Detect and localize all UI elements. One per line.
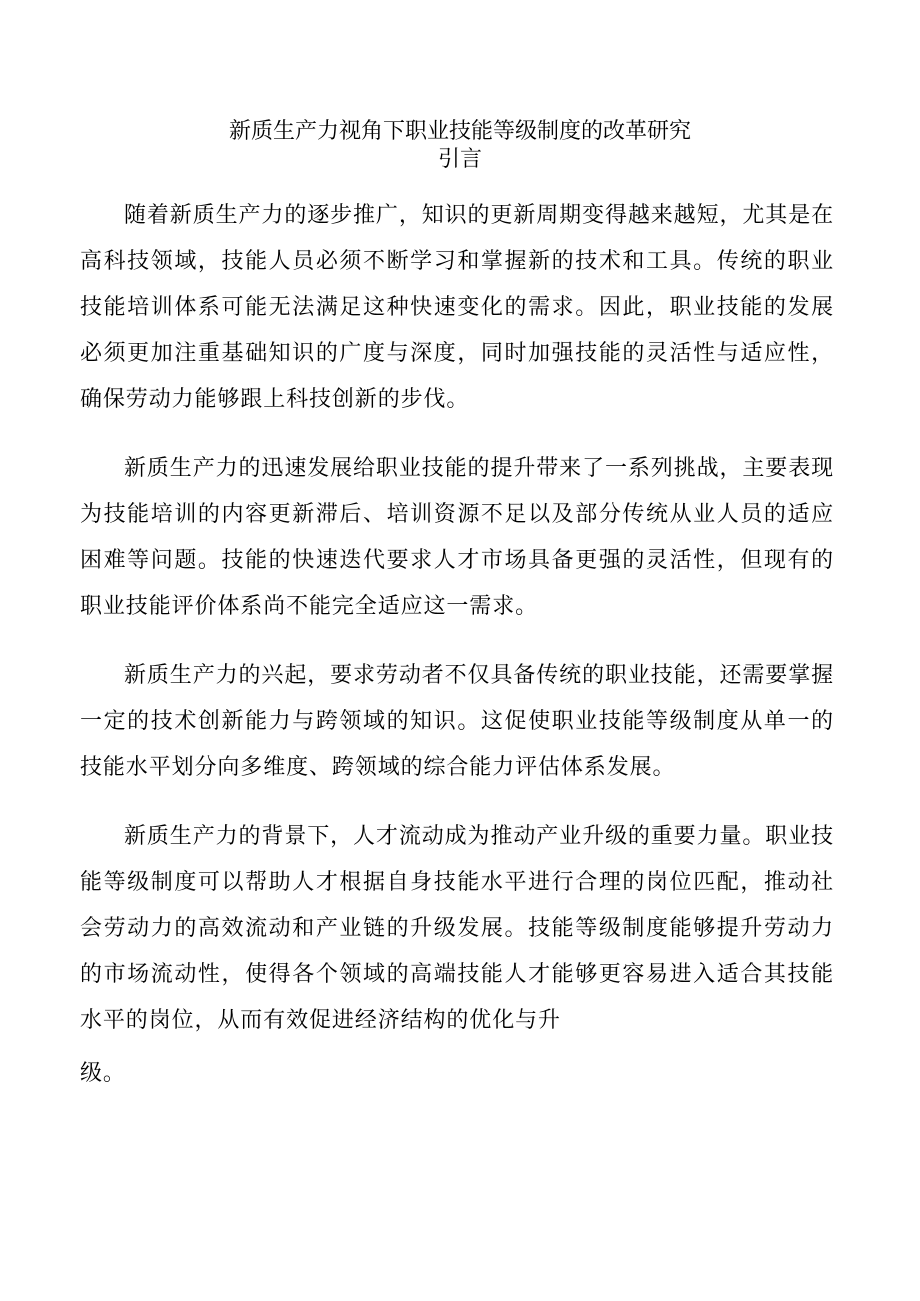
paragraph-1: 随着新质生产力的逐步推广，知识的更新周期变得越来越短，尤其是在高科技领域，技能人员必须不断学习和掌握新的技术和工具。传统的职业技能培训体系可能无法满足这种快速变化的需求。因此，职业技能的发展必须更加注重基础知识的广度与深度，同时加强技能的灵活性与适应性，确保劳动力能够跟上科技创新的步伐。 xyxy=(80,203,834,412)
paragraph-4-tail: 级。 xyxy=(80,1061,126,1086)
document-body xyxy=(80,193,834,1089)
document-title: 新质生产力视角下职业技能等级制度的改革研究 xyxy=(228,119,691,144)
paragraph-4: 新质生产力的背景下，人才流动成为推动产业升级的重要力量。职业技能等级制度可以帮助人才根据自身技能水平进行合理的岗位匹配，推动社会劳动力的高效流动和产业链的升级发展。技能等级制度能够提升劳动力的市场流动性，使得各个领域的高端技能人才能够更容易进入适合其技能水平的岗位，从而有效促进经济结构的优化与升 xyxy=(80,824,834,1033)
section-heading-introduction: 引言 xyxy=(437,147,482,172)
title-block xyxy=(0,118,920,174)
paragraph-3: 新质生产力的兴起，要求劳动者不仅具备传统的职业技能，还需要掌握一定的技术创新能力与跨领域的知识。这促使职业技能等级制度从单一的技能水平划分向多维度、跨领域的综合能力评估体系发展。 xyxy=(80,663,834,780)
paragraph-2: 新质生产力的迅速发展给职业技能的提升带来了一系列挑战，主要表现为技能培训的内容更新滞后、培训资源不足以及部分传统从业人员的适应困难等问题。技能的快速迭代要求人才市场具备更强的灵活性，但现有的职业技能评价体系尚不能完全适应这一需求。 xyxy=(80,456,834,619)
